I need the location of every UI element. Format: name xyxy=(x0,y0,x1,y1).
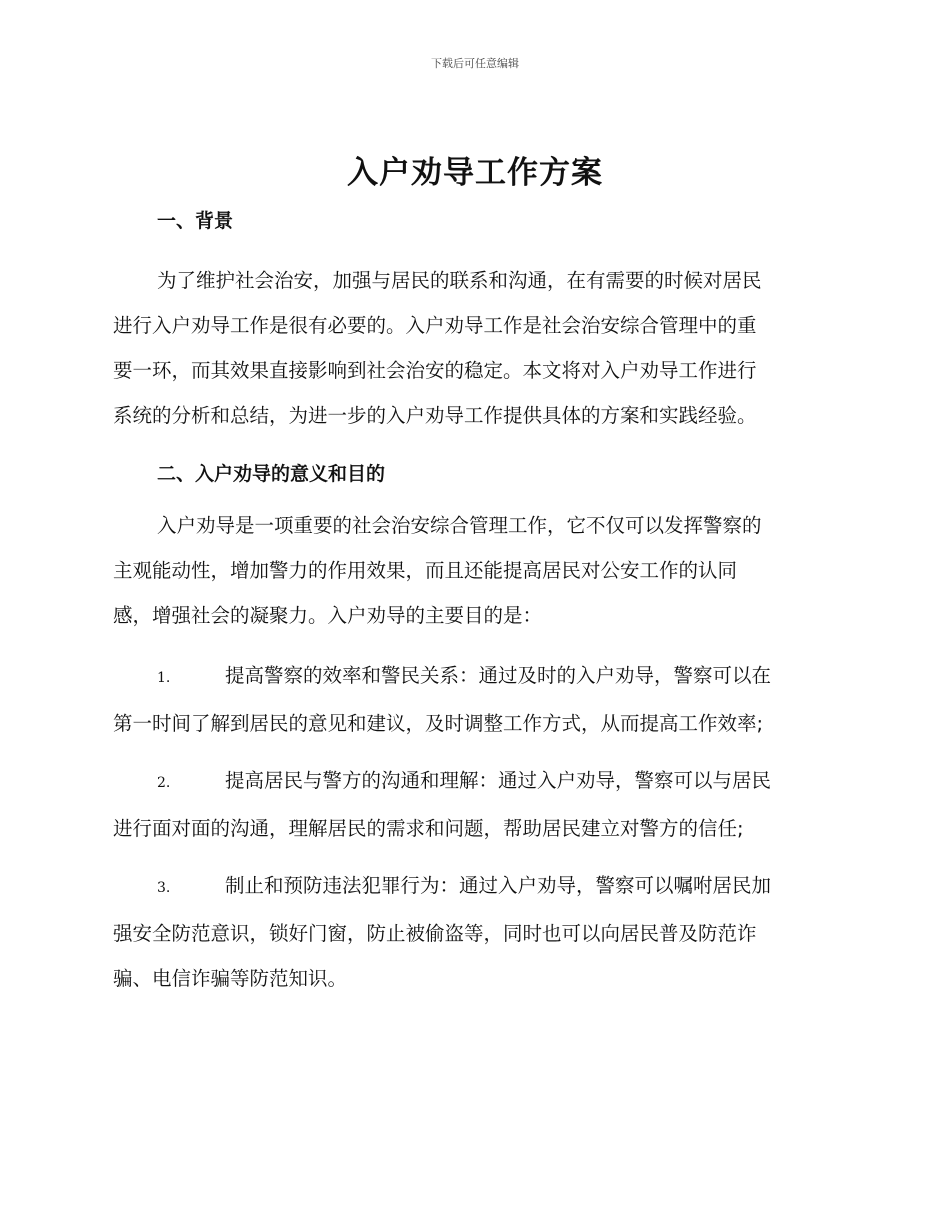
list-item-first-line xyxy=(113,863,837,911)
paragraph-line: 感，增强社会的凝聚力。入户劝导的主要目的是： xyxy=(113,604,543,627)
paragraph-line: 为了维护社会治安，加强与居民的联系和沟通，在有需要的时候对居民 xyxy=(157,269,762,292)
section-heading-background: 一、背景 xyxy=(157,210,234,232)
section-heading-purpose: 二、入户劝导的意义和目的 xyxy=(157,463,386,485)
list-item xyxy=(113,653,837,746)
list-text: 提高居民与警方的沟通和理解：通过入户劝导，警察可以与居民 xyxy=(225,769,772,792)
list-item-first-line xyxy=(113,758,837,806)
paragraph-background xyxy=(113,258,837,438)
list-text: 骗、电信诈骗等防范知识。 xyxy=(113,967,348,990)
list-number: 2. xyxy=(157,775,171,791)
list-number: 1. xyxy=(157,670,171,686)
paragraph-line: 进行入户劝导工作是很有必要的。入户劝导工作是社会治安综合管理中的重 xyxy=(113,314,757,337)
paragraph-line: 主观能动性，增加警力的作用效果，而且还能提高居民对公安工作的认同 xyxy=(113,559,738,582)
list-text: 强安全防范意识，锁好门窗，防止被偷盗等，同时也可以向居民普及防范诈 xyxy=(113,922,757,945)
paragraph-line: 要一环，而其效果直接影响到社会治安的稳定。本文将对入户劝导工作进行 xyxy=(113,359,757,382)
list-text: 制止和预防违法犯罪行为：通过入户劝导，警察可以嘱咐居民加 xyxy=(225,874,772,897)
document-body xyxy=(113,150,837,1001)
paragraph-line: 入户劝导是一项重要的社会治安综合管理工作，它不仅可以发挥警察的 xyxy=(157,514,762,537)
document-title: 入户劝导工作方案 xyxy=(347,155,603,191)
header-note: 下载后可任意编辑 xyxy=(431,57,519,70)
list-item xyxy=(113,758,837,851)
list-number: 3. xyxy=(157,880,171,896)
list-item xyxy=(113,863,837,1001)
list-item-first-line xyxy=(113,653,837,701)
list-text: 进行面对面的沟通，理解居民的需求和问题，帮助居民建立对警方的信任; xyxy=(113,817,744,840)
list-text: 提高警察的效率和警民关系：通过及时的入户劝导，警察可以在 xyxy=(225,664,772,687)
list-text: 第一时间了解到居民的意见和建议，及时调整工作方式，从而提高工作效率; xyxy=(113,712,764,735)
paragraph-line: 系统的分析和总结，为进一步的入户劝导工作提供具体的方案和实践经验。 xyxy=(113,404,757,427)
paragraph-purpose xyxy=(113,503,837,638)
